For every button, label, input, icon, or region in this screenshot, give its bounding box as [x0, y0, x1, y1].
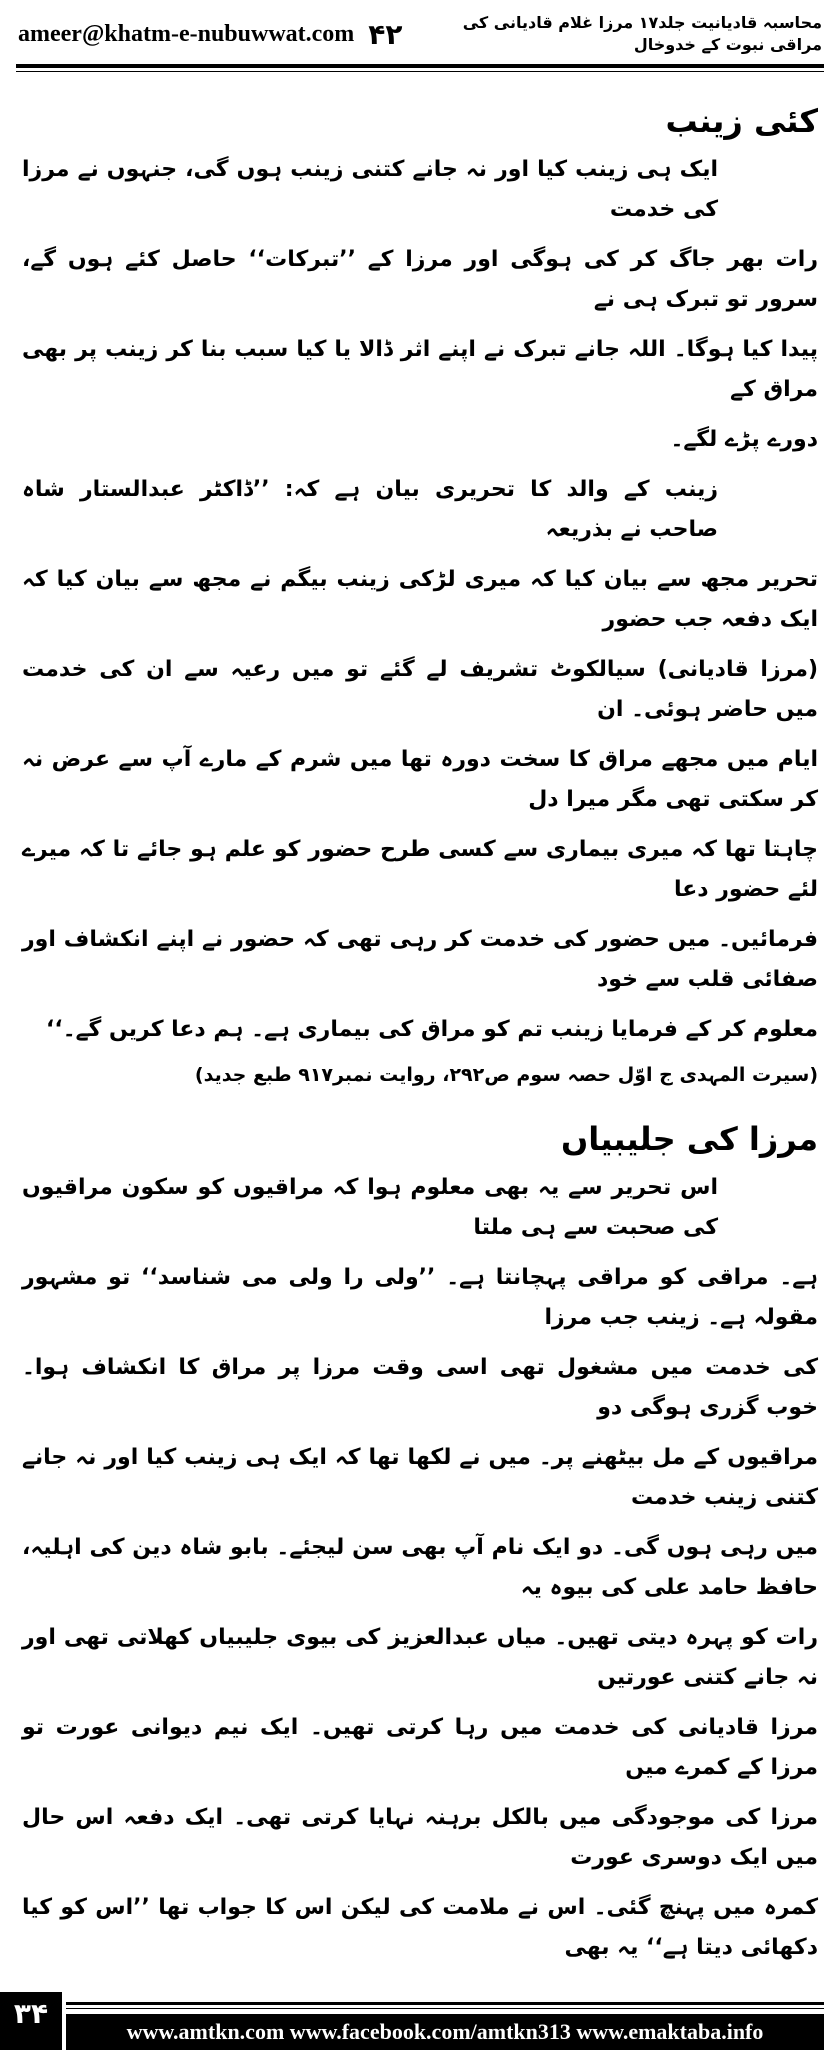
text-line: چاہتا تھا کہ میری بیماری سے کسی طرح حضور کو علم ہو جائے تا کہ میرے لئے حضور دعا	[22, 837, 818, 902]
header-book-title: محاسبہ قادیانیت جلد۱۷ مرزا غلام قادیانی کی مراقی نبوت کے خدوخال	[462, 13, 822, 54]
header-rule-thick	[16, 64, 824, 68]
citation: (سیرت المہدی ج اوّل حصہ سوم ص۲۹۲، روایت نمبر۹۱۷ طبع جدید)	[194, 1064, 818, 1086]
text-line: میں رہی ہوں گی۔ دو ایک نام آپ بھی سن لیجئے۔ بابو شاہ دین کی اہلیہ، حافظ حامد علی کی بیوہ یہ	[22, 1535, 818, 1600]
page-footer	[0, 1992, 840, 2050]
footer-links: www.amtkn.com www.facebook.com/amtkn313 www.emaktaba.info	[66, 2014, 824, 2050]
text-line: مرزا کی موجودگی میں بالکل برہنہ نہایا کرتی تھی۔ ایک دفعہ اس حال میں ایک دوسری عورت	[22, 1805, 818, 1870]
text-line: اس تحریر سے یہ بھی معلوم ہوا کہ مراقیوں کو سکون مراقیوں کی صحبت سے ہی ملتا	[22, 1175, 718, 1240]
page-header	[0, 0, 840, 56]
text-line: فرمائیں۔ میں حضور کی خدمت کر رہی تھی کہ حضور نے اپنے انکشاف اور صفائی قلب سے خود	[22, 927, 818, 992]
header-rules	[16, 64, 824, 72]
header-page-number: ۴۲	[368, 17, 403, 51]
text-line: تحریر مجھ سے بیان کیا کہ میری لڑکی زینب بیگم نے مجھ سے بیان کیا کہ ایک دفعہ جب حضور	[22, 567, 818, 632]
header-rule-thin	[16, 71, 824, 72]
text-line: زینب کے والد کا تحریری بیان ہے کہ: ’’ڈاکٹر عبدالستار شاہ صاحب نے بذریعہ	[22, 477, 718, 542]
page-body	[0, 98, 840, 1968]
footer-page-number: ۳۴	[0, 1992, 62, 2050]
header-email: ameer@khatm-e-nubuwwat.com	[18, 20, 355, 47]
text-line: ایام میں مجھے مراق کا سخت دورہ تھا میں شرم کے مارے آپ سے عرض نہ کر سکتی تھی مگر میرا دل	[22, 747, 818, 812]
text-line: دورے پڑے لگے۔	[670, 427, 818, 452]
text-line: رات کو پہرہ دیتی تھیں۔ میاں عبدالعزیز کی بیوی جلیبیاں کھلاتی تھی اور نہ جانے کتنی عورتیں	[22, 1625, 818, 1690]
text-line: کی خدمت میں مشغول تھی اسی وقت مرزا پر مراق کا انکشاف ہوا۔ خوب گزری ہوگی دو	[22, 1355, 818, 1420]
footer-rule-thin	[66, 2008, 824, 2009]
text-line: ہے۔ مراقی کو مراقی پہچانتا ہے۔ ’’ولی را ولی می شناسد‘‘ تو مشہور مقولہ ہے۔ زینب جب مرزا	[22, 1265, 818, 1330]
section-1-text	[22, 150, 818, 1050]
text-line: ایک ہی زینب کیا اور نہ جانے کتنی زینب ہوں گی، جنہوں نے مرزا کی خدمت	[22, 157, 718, 222]
section-heading: مرزا کی جلیبیاں	[560, 1120, 818, 1158]
text-line: (مرزا قادیانی) سیالکوٹ تشریف لے گئے تو میں رعیہ سے ان کی خدمت میں حاضر ہوئی۔ ان	[22, 657, 818, 722]
footer-right	[66, 1992, 824, 2050]
section-heading: کئی زینب	[665, 102, 818, 140]
text-line: رات بھر جاگ کر کی ہوگی اور مرزا کے ’’تبرکات‘‘ حاصل کئے ہوں گے، سرور تو تبرک ہی نے	[22, 247, 818, 312]
section-2-text	[22, 1168, 818, 1968]
text-line: کمرہ میں پہنچ گئی۔ اس نے ملامت کی لیکن اس کا جواب تھا ’’اس کو کیا دکھائی دیتا ہے‘‘ یہ بھی	[22, 1895, 818, 1960]
text-line: مراقیوں کے مل بیٹھنے پر۔ میں نے لکھا تھا کہ ایک ہی زینب کیا اور نہ جانے کتنی زینب خدمت	[22, 1445, 818, 1510]
text-line: پیدا کیا ہوگا۔ اللہ جانے تبرک نے اپنے اثر ڈالا یا کیا سبب بنا کر زینب پر بھی مراق کے	[22, 337, 818, 402]
footer-rule-thick	[66, 2002, 824, 2005]
text-line: مرزا قادیانی کی خدمت میں رہا کرتی تھیں۔ ایک نیم دیوانی عورت تو مرزا کے کمرے میں	[22, 1715, 818, 1780]
text-line: معلوم کر کے فرمایا زینب تم کو مراق کی بیماری ہے۔ ہم دعا کریں گے۔‘‘	[46, 1017, 818, 1042]
